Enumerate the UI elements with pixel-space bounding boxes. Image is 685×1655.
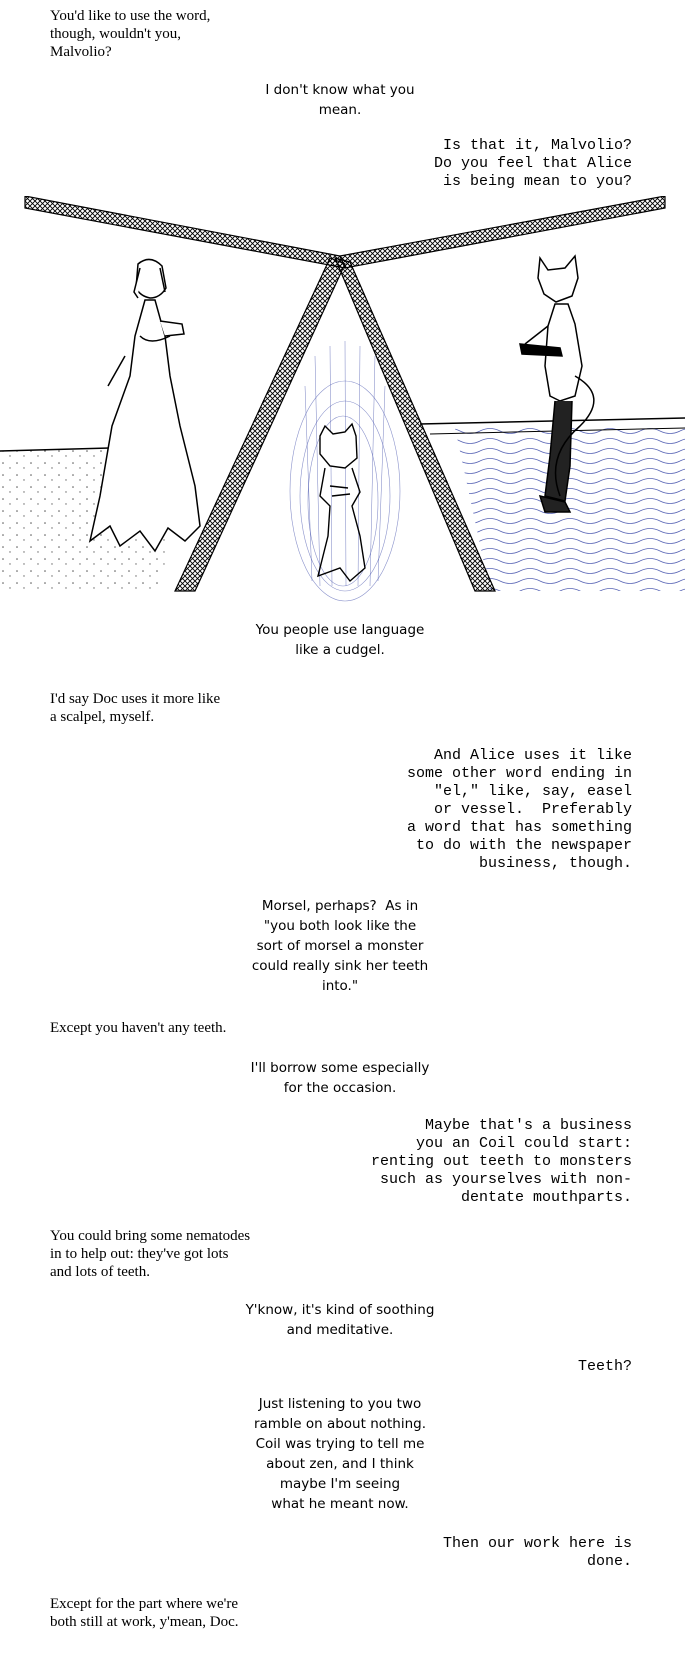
dialogue-line: "el," like, say, easel [433,783,632,800]
dialogue-line: mean. [318,102,362,118]
comic-panel-illustration [0,196,685,626]
dialogue-line: Do you feel that Alice [433,155,632,172]
dialogue-line: such as yourselves with non- [379,1171,632,1188]
dialogue-line: and meditative. [286,1322,394,1338]
dialogue-line: You'd like to use the word, [50,8,211,24]
dialogue-line: Maybe that's a business [424,1117,632,1134]
dialogue-line: renting out teeth to monsters [370,1153,632,1170]
dialogue-line: though, wouldn't you, [50,26,182,42]
dialogue-line: and lots of teeth. [50,1264,150,1280]
dialogue-line: could really sink her teeth [251,958,429,974]
dialogue-line: "you both look like the [263,918,417,934]
dialogue-line: Except for the part where we're [50,1596,239,1612]
dialogue-line: Morsel, perhaps? As in [261,898,419,914]
dialogue-line: Is that it, Malvolio? [442,137,632,154]
dialogue-line: dentate mouthparts. [460,1189,632,1206]
dialogue-line: into." [321,978,359,994]
dialogue-line: you an Coil could start: [415,1135,632,1152]
dialogue-line: about zen, and I think [266,1456,414,1472]
dialogue-line: some other word ending in [406,765,632,782]
dialogue-line: a word that has something [406,819,632,836]
blue-aura [290,341,400,601]
dialogue-line: And Alice uses it like [433,747,632,764]
malvolio-figure [318,424,365,581]
dialogue-line: I don't know what you [265,82,415,98]
dialogue-line: Then our work here is [442,1535,632,1552]
dialogue-line: to do with the newspaper [415,837,632,854]
dialogue-line: done. [586,1553,632,1570]
dialogue-line: sort of morsel a monster [256,938,424,954]
dialogue-line: Y'know, it's kind of soothing [245,1302,435,1318]
dialogue-line: for the occasion. [283,1080,397,1096]
dialogue-line: like a cudgel. [295,642,385,658]
dialogue-line: Coil was trying to tell me [255,1436,425,1452]
dialogue-line: You could bring some nematodes [50,1228,251,1244]
dialogue-line: Malvolio? [50,44,112,60]
doc-figure [90,259,200,551]
dialogue-line: ramble on about nothing. [253,1416,427,1432]
dialogue-line: Just listening to you two [258,1396,422,1412]
dialogue-line: in to help out: they've got lots [50,1246,229,1262]
dialogue-line: You people use language [255,622,425,638]
dialogue-line: Except you haven't any teeth. [50,1020,227,1036]
dialogue-line: maybe I'm seeing [279,1476,401,1492]
dialogue-line: I'll borrow some especially [250,1060,430,1076]
dialogue-line: a scalpel, myself. [50,709,155,725]
dialogue-line: or vessel. Preferably [433,801,632,818]
dialogue-line: Teeth? [577,1358,632,1375]
dialogue-line: both still at work, y'mean, Doc. [50,1614,239,1630]
dialogue-line: what he meant now. [271,1496,409,1512]
dialogue-line: I'd say Doc uses it more like [50,691,221,707]
dialogue-line: is being mean to you? [442,173,632,190]
dialogue-line: business, though. [478,855,632,872]
